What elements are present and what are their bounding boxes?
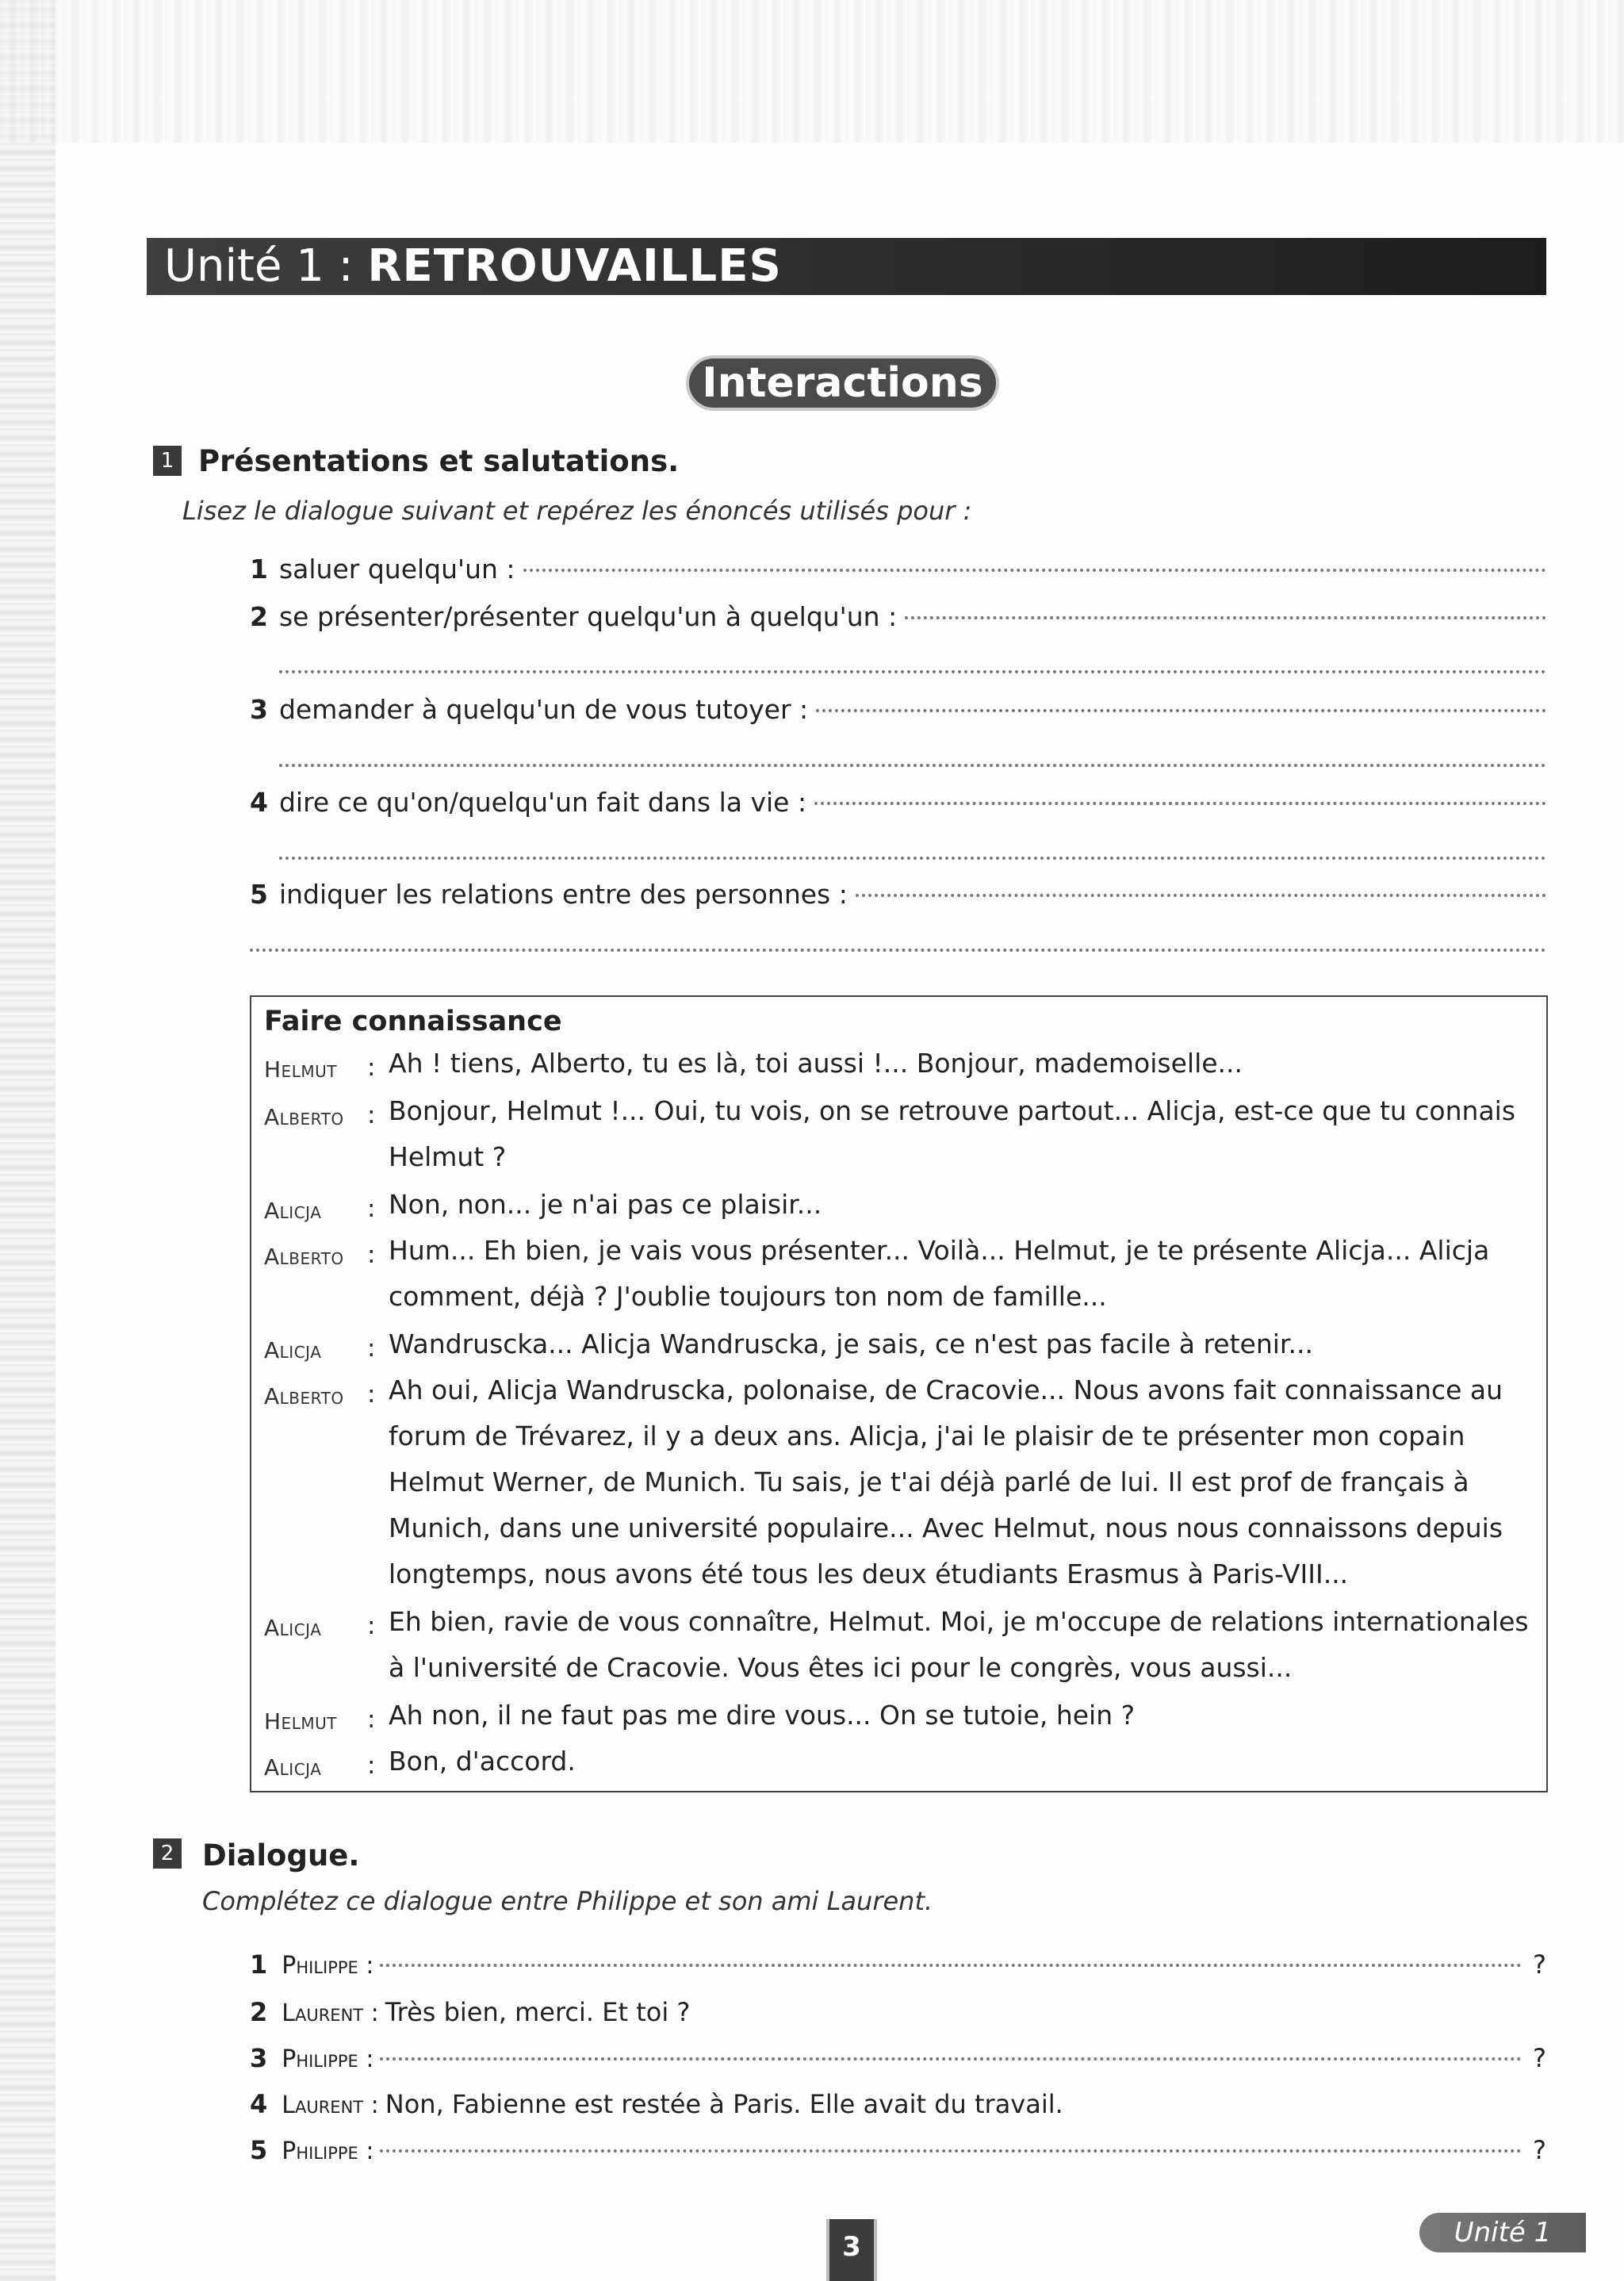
line-number: 2	[250, 1997, 268, 2027]
line-text: Non, Fabienne est restée à Paris. Elle avait du travail.	[385, 2089, 1063, 2119]
speaker-label: Alberto	[264, 1383, 344, 1409]
speaker-label: Helmut	[264, 1708, 337, 1735]
dialogue-exercise-line-2	[250, 1997, 1546, 2032]
speaker-colon: :	[367, 1194, 376, 1223]
question-3	[250, 694, 1546, 729]
speaker-label: Alicja	[264, 1198, 322, 1224]
scan-binding-edge	[0, 0, 56, 2281]
dialogue-line: Ah non, il ne faut pas me dire vous... On se tutoie, hein ?	[389, 1700, 1136, 1731]
question-number: 1	[250, 554, 268, 585]
dialogue-title: Faire connaissance	[264, 1006, 562, 1037]
exercise-2-title: Dialogue.	[202, 1838, 360, 1873]
line-speaker: Philippe :	[282, 1952, 374, 1980]
dialogue-line: Eh bien, ravie de vous connaître, Helmut. Moi, je m'occupe de relations internationales à l'université de Cracovie. Vous êtes ici pour le congrès, vous aussi...	[389, 1606, 1529, 1683]
speaker-label: Alberto	[264, 1244, 344, 1270]
dialogue-exercise-line-1	[250, 1949, 1546, 1984]
answer-line[interactable]	[523, 569, 1546, 572]
speaker-colon: :	[367, 1053, 376, 1082]
line-text: Très bien, merci. Et toi ?	[385, 1997, 691, 2027]
question-4	[250, 787, 1546, 822]
interactions-pill: Interactions	[686, 355, 999, 411]
answer-line-continuation[interactable]	[250, 949, 1546, 952]
question-2	[250, 601, 1546, 636]
page-number: 3	[826, 2219, 877, 2281]
question-5	[250, 879, 1546, 914]
answer-line[interactable]	[380, 2149, 1522, 2153]
dialogue-exercise-line-4	[250, 2089, 1546, 2124]
speaker-colon: :	[367, 1751, 376, 1780]
question-number: 3	[250, 694, 268, 725]
question-1	[250, 554, 1546, 588]
question-mark: ?	[1533, 2043, 1546, 2073]
exercise-1-number: 1	[153, 446, 182, 476]
speaker-colon: :	[367, 1612, 376, 1640]
speaker-colon: :	[367, 1334, 376, 1363]
dialogue-line: Ah ! tiens, Alberto, tu es là, toi aussi !... Bonjour, mademoiselle...	[389, 1048, 1243, 1079]
answer-line-continuation[interactable]	[279, 670, 1546, 673]
speaker-colon: :	[367, 1705, 376, 1734]
answer-line[interactable]	[905, 616, 1546, 619]
question-text: indiquer les relations entre des personnes :	[278, 879, 848, 910]
speaker-label: Alicja	[264, 1337, 322, 1363]
speaker-colon: :	[367, 1101, 376, 1129]
exercise-2-instruction: Complétez ce dialogue entre Philippe et son ami Laurent.	[202, 1886, 933, 1916]
answer-line[interactable]	[380, 1964, 1522, 1967]
unit-header-prefix: Unité 1 :	[164, 240, 368, 292]
dialogue-line: Non, non... je n'ai pas ce plaisir...	[389, 1189, 822, 1220]
question-number: 5	[250, 879, 268, 910]
answer-line[interactable]	[856, 894, 1546, 897]
dialogue-line: Bonjour, Helmut !... Oui, tu vois, on se retrouve partout... Alicja, est-ce que tu connais Helmut ?	[389, 1095, 1516, 1172]
question-mark: ?	[1533, 2135, 1546, 2165]
line-speaker: Laurent :	[282, 2091, 379, 2119]
answer-line[interactable]	[816, 709, 1546, 712]
question-number: 4	[250, 787, 268, 818]
line-number: 4	[250, 2089, 268, 2119]
line-number: 3	[250, 2043, 268, 2073]
speaker-colon: :	[367, 1380, 376, 1409]
question-text: demander à quelqu'un de vous tutoyer :	[278, 694, 809, 725]
speaker-label: Alberto	[264, 1104, 344, 1130]
line-speaker: Philippe :	[282, 2045, 374, 2073]
answer-line-continuation[interactable]	[279, 764, 1546, 767]
dialogue-line: Bon, d'accord.	[389, 1746, 576, 1777]
line-speaker: Laurent :	[282, 1999, 379, 2027]
exercise-2-number: 2	[153, 1838, 182, 1869]
speaker-label: Alicja	[264, 1754, 322, 1781]
line-number: 5	[250, 2135, 268, 2165]
dialogue-line: Wandruscka... Alicja Wandruscka, je sais, ce n'est pas facile à retenir...	[389, 1328, 1313, 1359]
question-mark: ?	[1533, 1949, 1546, 1980]
dialogue-line: Ah oui, Alicja Wandruscka, polonaise, de Cracovie... Nous avons fait connaissance au forum de Trévarez, il y a deux ans. Alicja, j'ai le plaisir de te présenter mon copain Helmut Werner, de Munich. Tu sais, je t'ai déjà parlé de lui. Il est prof de français à Munich, dans une université populaire... Avec Helmut, nous nous connaissons depuis longtemps, nous avons été tous les deux étudiants Erasmus à Paris-VIII...	[389, 1374, 1503, 1589]
question-text: saluer quelqu'un :	[278, 554, 515, 585]
speaker-label: Alicja	[264, 1615, 322, 1641]
question-text: se présenter/présenter quelqu'un à quelqu'un :	[278, 601, 898, 632]
unit-header-title: RETROUVAILLES	[367, 240, 782, 292]
answer-line[interactable]	[814, 802, 1546, 805]
answer-line[interactable]	[380, 2057, 1522, 2061]
dialogue-line: Hum... Eh bien, je vais vous présenter... Voilà... Helmut, je te présente Alicja... Alicja comment, déjà ? J'oublie toujours ton nom de famille...	[389, 1235, 1490, 1312]
speaker-label: Helmut	[264, 1056, 337, 1083]
question-text: dire ce qu'on/quelqu'un fait dans la vie :	[278, 787, 807, 818]
speaker-colon: :	[367, 1240, 376, 1269]
exercise-1-title: Présentations et salutations.	[198, 444, 680, 478]
dialogue-exercise-line-3	[250, 2043, 1546, 2078]
line-speaker: Philippe :	[282, 2137, 374, 2165]
scan-noise-top	[0, 0, 1624, 143]
line-number: 1	[250, 1949, 268, 1980]
unit-footer-label: Unité 1	[1419, 2213, 1586, 2252]
question-number: 2	[250, 601, 268, 632]
exercise-1-instruction: Lisez le dialogue suivant et repérez les énoncés utilisés pour :	[182, 496, 972, 526]
answer-line-continuation[interactable]	[279, 857, 1546, 860]
dialogue-exercise-line-5	[250, 2135, 1546, 2170]
unit-header	[147, 238, 1546, 295]
